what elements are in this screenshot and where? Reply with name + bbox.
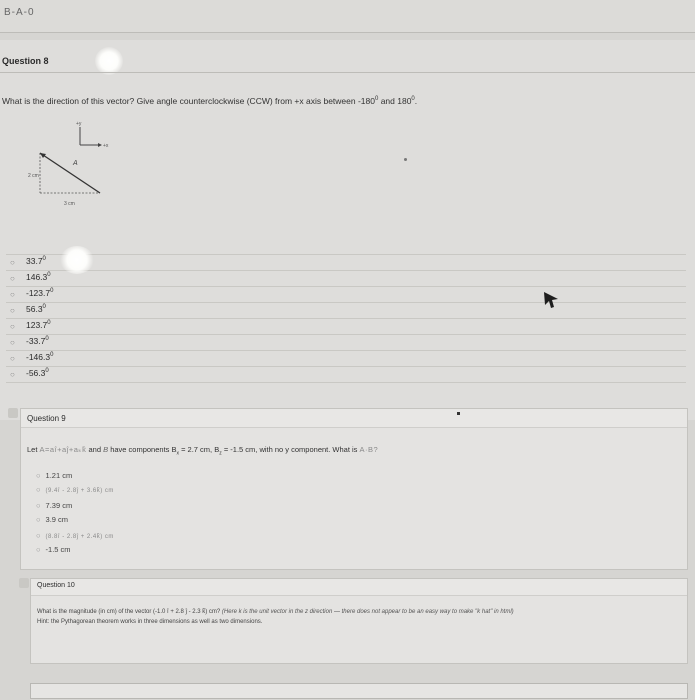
x-axis-arrowhead <box>98 143 102 147</box>
degree-sup: 0 <box>42 304 46 311</box>
option-value: -33.7 <box>26 336 46 346</box>
answer-option[interactable] <box>6 366 686 383</box>
prompt-text: and 180 <box>378 96 412 106</box>
option-label <box>26 256 46 266</box>
radio-icon[interactable]: ○ <box>10 354 15 363</box>
vector-label: A <box>73 160 78 167</box>
radio-icon[interactable]: ○ <box>36 471 41 480</box>
option-value: -146.3 <box>26 352 51 362</box>
option-label <box>26 336 49 346</box>
degree-sup: 0 <box>45 368 49 375</box>
question-9-header <box>21 409 687 428</box>
question-10-header <box>31 579 687 596</box>
question-9-prompt: Let A=aî+aĵ+aₖk̂ and B have components $B_x = 2.7$ cm, $B_z = -1.5$ cm, with no y component. What is A·B? <box>27 445 379 457</box>
option-label: 7.39 cm <box>45 501 73 510</box>
answer-option[interactable] <box>36 471 72 480</box>
option-label: -1.5 cm <box>45 545 71 554</box>
vector-arrowhead <box>40 153 46 158</box>
degree-sup: 0 <box>45 336 49 343</box>
degree-sup: 0 <box>50 288 54 295</box>
radio-icon[interactable]: ○ <box>10 290 15 299</box>
degree-sup: 0 <box>50 352 54 359</box>
divider <box>0 32 695 33</box>
radio-icon[interactable]: ○ <box>36 545 41 554</box>
y-axis-label: +y <box>76 121 82 127</box>
light-glare <box>60 246 94 274</box>
option-value: 56.3 <box>26 304 43 314</box>
option-label: (8.8î - 2.8ĵ + 2.4k̂) cm <box>45 534 114 540</box>
radio-icon[interactable]: ○ <box>36 501 41 510</box>
radio-icon[interactable]: ○ <box>10 306 15 315</box>
question-10-title: Question 10 <box>37 582 75 589</box>
answer-option[interactable] <box>6 350 686 366</box>
option-value: -123.7 <box>26 288 51 298</box>
blurred-formula: A=aî+aĵ+aₖk̂ <box>39 445 87 454</box>
prompt-text: = -1.5 cm, with no y component. What is <box>221 445 358 454</box>
answer-option[interactable] <box>6 302 686 318</box>
radio-icon[interactable]: ○ <box>36 515 41 524</box>
subscript: x <box>176 450 179 457</box>
option-label <box>26 368 49 378</box>
option-label <box>26 272 51 282</box>
radio-icon[interactable]: ○ <box>36 485 41 494</box>
degree-sup: 0 <box>411 96 415 103</box>
prompt-text: What is the magnitude (in cm) of the vector (-1.0 î + 2.8 ĵ - 2.3 k̂) cm? <box>37 609 221 615</box>
option-label: 1.21 cm <box>45 471 73 480</box>
question-10-hint: Hint: the Pythagorean theorem works in three dimensions as well as two dimensions. <box>37 619 263 625</box>
radio-icon[interactable]: ○ <box>10 370 15 379</box>
radio-icon[interactable]: ○ <box>10 322 15 331</box>
light-glare <box>95 47 123 75</box>
answer-option[interactable] <box>36 515 68 524</box>
mouse-cursor-icon <box>542 290 560 310</box>
divider <box>0 72 695 73</box>
option-label <box>26 320 51 330</box>
option-label <box>26 352 53 362</box>
degree-sup: 0 <box>42 256 46 263</box>
question-8-title: Question 8 <box>2 56 49 66</box>
option-value: -56.3 <box>26 368 46 378</box>
prompt-text: = 2.7 cm, B <box>179 445 220 454</box>
question-9-card <box>20 408 688 570</box>
option-label <box>26 304 46 314</box>
vertical-length: 2 cm <box>28 173 39 179</box>
option-value: 123.7 <box>26 320 48 330</box>
vector-a <box>40 153 100 193</box>
answer-option[interactable] <box>36 545 71 554</box>
question-9-title: Question 9 <box>27 414 66 423</box>
blurred-formula: A·B? <box>359 445 379 454</box>
question-8-prompt <box>2 96 417 106</box>
answer-input[interactable] <box>30 683 688 699</box>
option-label <box>26 288 53 298</box>
prompt-text: What is the direction of this vector? Give angle counterclockwise (CCW) from +x axis between -180 <box>2 96 375 106</box>
subscript: z <box>219 450 222 457</box>
prompt-text: have components B <box>110 445 177 454</box>
question-10-prompt <box>37 609 514 615</box>
radio-icon[interactable]: ○ <box>10 274 15 283</box>
prompt-text: . <box>414 96 418 106</box>
answer-option[interactable] <box>6 270 686 286</box>
option-label: (9.4î - 2.8ĵ + 3.6k̂) cm <box>45 488 114 494</box>
answer-option[interactable] <box>6 334 686 350</box>
option-label: 3.9 cm <box>45 515 69 524</box>
answer-option[interactable] <box>36 531 114 540</box>
toolbar-text: B-A-0 <box>4 7 35 18</box>
option-value: 33.7 <box>26 256 43 266</box>
stray-mark <box>457 412 460 415</box>
vector-diagram <box>30 115 140 210</box>
answer-option[interactable] <box>36 485 114 494</box>
stray-mark <box>404 158 407 161</box>
prompt-note: (Here k is the unit vector in the z direction — there does not appear to be an easy way to make "k hat" in html) <box>221 609 514 615</box>
degree-sup: 0 <box>47 320 51 327</box>
horizontal-length: 3 cm <box>64 201 75 207</box>
radio-icon[interactable]: ○ <box>10 258 15 267</box>
degree-sup: 0 <box>47 272 51 279</box>
degree-sup: 0 <box>374 96 379 103</box>
option-value: 146.3 <box>26 272 48 282</box>
answer-option[interactable] <box>6 286 686 302</box>
prompt-text: and <box>88 445 101 454</box>
flag-icon[interactable] <box>8 408 18 418</box>
answer-option[interactable] <box>6 318 686 334</box>
top-toolbar <box>0 0 695 32</box>
flag-icon[interactable] <box>19 578 29 588</box>
radio-icon[interactable]: ○ <box>10 338 15 347</box>
prompt-text: Let <box>27 445 38 454</box>
answer-option[interactable] <box>36 501 72 510</box>
x-axis-label: +x <box>103 143 109 149</box>
answer-option[interactable] <box>6 254 686 270</box>
radio-icon[interactable]: ○ <box>36 531 41 540</box>
